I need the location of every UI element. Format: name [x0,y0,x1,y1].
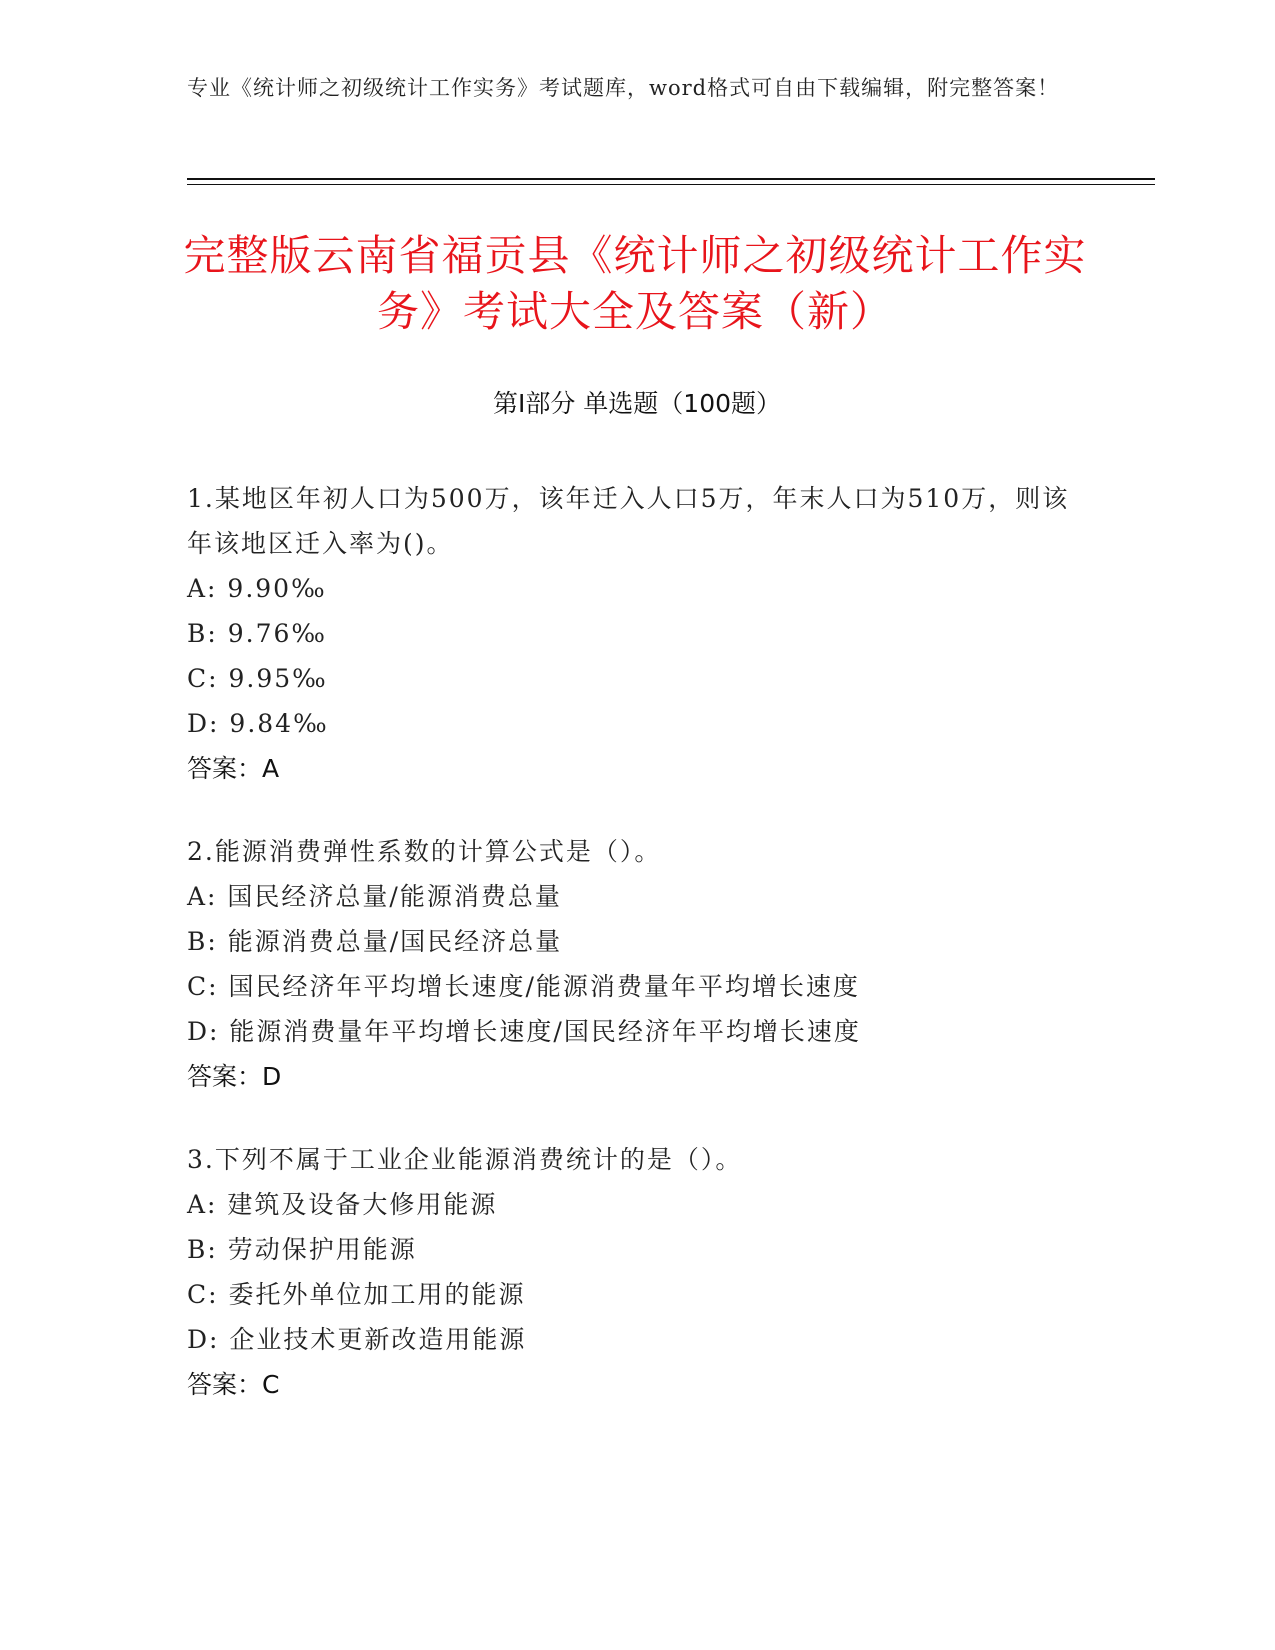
question-list [187,476,1087,1445]
option-d: D: 能源消费量年平均增长速度/国民经济年平均增长速度 [187,1017,861,1046]
option-c: C: 9.95‰ [187,664,328,693]
option-b: B: 9.76‰ [187,619,327,648]
answer: 答案：A [187,754,280,783]
option-a: A: 9.90‰ [187,574,327,603]
option-c: C: 委托外单位加工用的能源 [187,1280,526,1309]
header-divider-thin [187,184,1155,185]
option-d: D: 9.84‰ [187,709,329,738]
option-b: B: 劳动保护用能源 [187,1235,417,1264]
header-note: 专业《统计师之初级统计工作实务》考试题库，word格式可自由下载编辑，附完整答案！ [187,76,1060,100]
question-2 [187,829,1087,1099]
document-title: 完整版云南省福贡县《统计师之初级统计工作实务》考试大全及答案（新） [183,231,1087,336]
option-a: A: 国民经济总量/能源消费总量 [187,882,562,911]
answer: 答案：C [187,1370,280,1399]
question-stem: 3.下列不属于工业企业能源消费统计的是（）。 [187,1145,743,1174]
answer: 答案：D [187,1062,282,1091]
question-stem: 1.某地区年初人口为500万，该年迁入人口5万，年末人口为510万，则该年该地区迁入率为()。 [187,484,1070,558]
question-3 [187,1137,1087,1407]
option-c: C: 国民经济年平均增长速度/能源消费量年平均增长速度 [187,972,860,1001]
option-d: D: 企业技术更新改造用能源 [187,1325,527,1354]
question-stem: 2.能源消费弹性系数的计算公式是（）。 [187,837,662,866]
option-b: B: 能源消费总量/国民经济总量 [187,927,563,956]
question-1 [187,476,1087,791]
section-title: 第Ⅰ部分 单选题（100题） [492,389,782,418]
option-a: A: 建筑及设备大修用能源 [187,1190,498,1219]
header-divider-thick [187,178,1155,180]
